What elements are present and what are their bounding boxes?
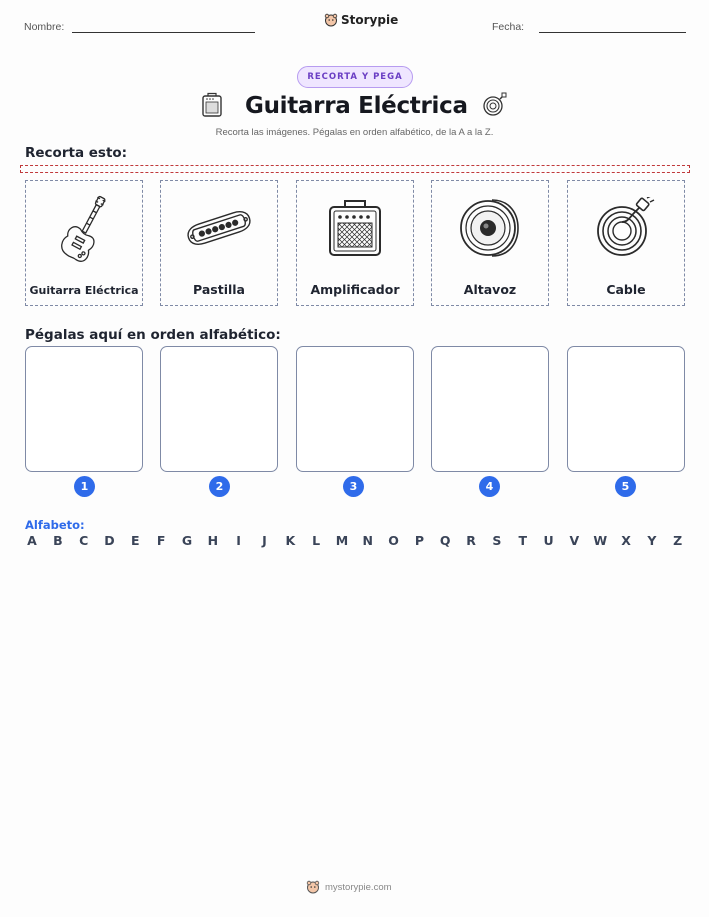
- speaker-icon: [458, 196, 522, 260]
- alphabet-letter: Q: [439, 533, 451, 548]
- alphabet-letter: C: [79, 533, 89, 548]
- alphabet-letter: P: [414, 533, 424, 548]
- paste-slot-4[interactable]: [431, 346, 549, 472]
- alphabet-letter: J: [262, 533, 267, 548]
- instructions: Recorta las imágenes. Pégalas en orden alfabético, de la A a la Z.: [215, 127, 494, 138]
- paste-slot-5[interactable]: [567, 346, 685, 472]
- alphabet-letter: X: [621, 533, 631, 548]
- paste-slot-3[interactable]: [296, 346, 414, 472]
- brand-logo: [324, 13, 398, 27]
- slot-number: 1: [74, 476, 95, 497]
- slot-number: 2: [209, 476, 230, 497]
- alphabet-row: [25, 533, 685, 548]
- cut-card-cable[interactable]: [567, 180, 685, 306]
- name-field[interactable]: [72, 32, 255, 33]
- alphabet-letter: B: [53, 533, 63, 548]
- brand-name: Storypie: [341, 13, 399, 27]
- alphabet-letter: D: [104, 533, 115, 548]
- card-label: Amplificador: [310, 282, 400, 297]
- alphabet-letter: K: [285, 533, 296, 548]
- alphabet-letter: S: [492, 533, 502, 548]
- alphabet-letter: F: [156, 533, 166, 548]
- page-title: Guitarra Eléctrica: [245, 93, 468, 119]
- footer: [306, 880, 392, 894]
- slot-number: 4: [479, 476, 500, 497]
- cut-card-amplifier[interactable]: [296, 180, 414, 306]
- alphabet-letter: Y: [647, 533, 657, 548]
- pickup-icon: [181, 198, 257, 258]
- alphabet-letter: W: [593, 533, 608, 548]
- storypie-mascot-icon: [324, 13, 338, 27]
- alphabet-letter: O: [388, 533, 399, 548]
- paste-section-label: Pégalas aquí en orden alfabético:: [25, 327, 281, 343]
- cut-card-pickup[interactable]: [160, 180, 278, 306]
- cable-icon: [481, 92, 507, 118]
- slot-number: 5: [615, 476, 636, 497]
- card-label: Pastilla: [193, 282, 245, 297]
- footer-url[interactable]: mystorypie.com: [325, 881, 392, 893]
- alphabet-letter: L: [312, 533, 321, 548]
- cut-section-label: Recorta esto:: [25, 145, 128, 161]
- alphabet-letter: V: [569, 533, 580, 548]
- storypie-mascot-icon: [306, 880, 320, 894]
- alphabet-letter: G: [181, 533, 193, 548]
- cut-line: [20, 165, 690, 173]
- date-label: Fecha:: [492, 21, 525, 33]
- amplifier-icon: [327, 197, 383, 259]
- cut-card-speaker[interactable]: [431, 180, 549, 306]
- card-label: Cable: [606, 282, 646, 297]
- card-label: Altavoz: [463, 282, 517, 297]
- alphabet-letter: I: [236, 533, 241, 548]
- alphabet-letter: Z: [673, 533, 683, 548]
- cut-card-guitar[interactable]: [25, 180, 143, 306]
- electric-guitar-icon: [54, 191, 114, 265]
- alphabet-letter: H: [207, 533, 219, 548]
- cable-icon: [594, 197, 658, 259]
- alphabet-letter: T: [518, 533, 527, 548]
- paste-slot-1[interactable]: [25, 346, 143, 472]
- alphabet-label: Alfabeto:: [25, 518, 85, 532]
- activity-badge: RECORTA Y PEGA: [297, 66, 413, 88]
- alphabet-letter: E: [131, 533, 140, 548]
- alphabet-letter: R: [466, 533, 476, 548]
- slot-number: 3: [343, 476, 364, 497]
- date-field[interactable]: [539, 32, 686, 33]
- alphabet-letter: M: [335, 533, 349, 548]
- amplifier-icon: [201, 92, 223, 118]
- alphabet-letter: A: [27, 533, 37, 548]
- card-label: Guitarra Eléctrica: [29, 284, 139, 297]
- alphabet-letter: U: [543, 533, 554, 548]
- paste-slot-2[interactable]: [160, 346, 278, 472]
- name-label: Nombre:: [24, 21, 65, 33]
- alphabet-letter: N: [362, 533, 373, 548]
